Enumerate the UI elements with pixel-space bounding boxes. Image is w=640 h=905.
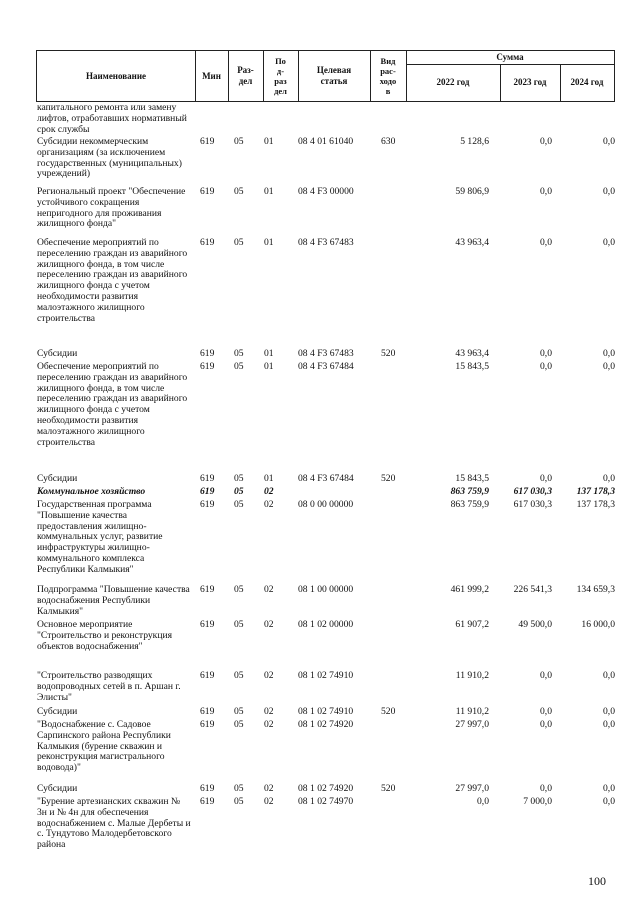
cell-s2024: 0,0 (603, 136, 615, 147)
cell-podrazdel: 02 (264, 796, 274, 807)
row-name: Государственная программа "Повышение качества предоставления жилищно-коммунальных услуг, развитие инфраструктуры жилищно-коммунального комплекса Республики Калмыкия" (37, 499, 163, 575)
row-name: "Строительство разводящих водопроводных сетей в п. Аршан г. Элисты" (37, 670, 181, 703)
cell-min: 619 (200, 719, 215, 730)
cell-vid: 520 (381, 348, 396, 359)
cell-target: 08 1 02 00000 (298, 619, 354, 630)
cell-min: 619 (200, 619, 215, 630)
header-name: Наименование (86, 70, 146, 81)
cell-razdel: 05 (234, 499, 244, 510)
cell-s2023: 0,0 (540, 348, 552, 359)
header-razdel: Раз- дел (237, 65, 254, 86)
cell-s2023: 0,0 (540, 237, 552, 248)
cell-min: 619 (200, 486, 215, 497)
cell-podrazdel: 02 (264, 499, 274, 510)
row-name: Коммунальное хозяйство (37, 486, 146, 497)
cell-s2024: 0,0 (603, 186, 615, 197)
cell-razdel: 05 (234, 186, 244, 197)
cell-s2024: 0,0 (603, 670, 615, 681)
cell-min: 619 (200, 584, 215, 595)
cell-target: 08 1 02 74920 (298, 783, 354, 794)
header-target: Целевая статья (316, 65, 352, 86)
cell-s2022: 43 963,4 (455, 237, 489, 248)
cell-podrazdel: 02 (264, 783, 274, 794)
row-name: "Бурение артезианских скважин № 3н и № 4н для обеспечения водоснабжением с. Малые Дербеты и с. Тундутово Малодербетовского района (37, 796, 191, 851)
row-name: Обеспечение мероприятий по переселению граждан из аварийного жилищного фонда, в том числе переселению граждан из аварийного жилищного фонда с учетом необходимости развития малоэтажного жилищного строительства (37, 361, 188, 448)
cell-min: 619 (200, 361, 215, 372)
cell-s2024: 0,0 (603, 783, 615, 794)
cell-podrazdel: 01 (264, 136, 274, 147)
cell-podrazdel: 01 (264, 361, 274, 372)
cell-s2024: 0,0 (603, 348, 615, 359)
cell-min: 619 (200, 348, 215, 359)
cell-razdel: 05 (234, 136, 244, 147)
cell-razdel: 05 (234, 584, 244, 595)
row-name: капитального ремонта или замену лифтов, отработавших нормативный срок службы (37, 102, 187, 135)
cell-s2023: 7 000,0 (523, 796, 552, 807)
header-2024: 2024 год (570, 77, 604, 87)
cell-podrazdel: 02 (264, 670, 274, 681)
header-podrazdel: По д- раз дел (274, 56, 287, 96)
cell-target: 08 4 F3 67484 (298, 473, 354, 484)
cell-s2022: 11 910,2 (455, 706, 489, 717)
cell-target: 08 4 F3 67483 (298, 348, 354, 359)
row-name: Субсидии (37, 706, 78, 717)
row-name: Обеспечение мероприятий по переселению граждан из аварийного жилищного фонда, в том числе переселению граждан из аварийного жилищного фонда с учетом необходимости развития малоэтажного жилищного строительства (37, 237, 188, 324)
cell-target: 08 1 02 74910 (298, 670, 354, 681)
cell-s2022: 863 759,9 (450, 499, 489, 510)
row-name: Субсидии (37, 473, 78, 484)
cell-s2022: 61 907,2 (455, 619, 489, 630)
cell-podrazdel: 01 (264, 186, 274, 197)
cell-s2024: 137 178,3 (576, 499, 615, 510)
row-name: Субсидии (37, 348, 78, 359)
cell-s2024: 0,0 (603, 473, 615, 484)
row-name: "Водоснабжение с. Садовое Сарпинского района Республики Калмыкия (бурение скважин и реконструкция магистрального водовода)" (37, 719, 171, 774)
cell-razdel: 05 (234, 237, 244, 248)
cell-s2022: 863 759,9 (450, 486, 489, 497)
cell-s2024: 134 659,3 (576, 584, 615, 595)
cell-s2022: 15 843,5 (455, 361, 489, 372)
cell-target: 08 4 F3 67483 (298, 237, 354, 248)
cell-s2023: 617 030,3 (513, 486, 552, 497)
cell-target: 08 1 00 00000 (298, 584, 354, 595)
cell-min: 619 (200, 796, 215, 807)
cell-podrazdel: 02 (264, 706, 274, 717)
cell-s2024: 0,0 (603, 237, 615, 248)
cell-razdel: 05 (234, 619, 244, 630)
table-header (36, 50, 615, 102)
cell-razdel: 05 (234, 348, 244, 359)
cell-s2022: 27 997,0 (455, 719, 489, 730)
page-number: 100 (588, 874, 606, 888)
cell-vid: 520 (381, 783, 396, 794)
row-name: Основное мероприятие "Строительство и реконструкция объектов водоснабжения" (37, 619, 173, 652)
cell-razdel: 05 (234, 719, 244, 730)
cell-target: 08 4 01 61040 (298, 136, 354, 147)
cell-podrazdel: 02 (264, 584, 274, 595)
cell-s2023: 0,0 (540, 706, 552, 717)
cell-s2023: 0,0 (540, 719, 552, 730)
cell-razdel: 05 (234, 706, 244, 717)
cell-min: 619 (200, 473, 215, 484)
cell-target: 08 4 F3 67484 (298, 361, 354, 372)
cell-razdel: 05 (234, 783, 244, 794)
cell-razdel: 05 (234, 486, 244, 497)
cell-min: 619 (200, 499, 215, 510)
cell-s2024: 0,0 (603, 719, 615, 730)
row-name: Региональный проект "Обеспечение устойчивого сокращения непригодного для проживания жилищного фонда" (37, 186, 186, 230)
cell-podrazdel: 01 (264, 473, 274, 484)
cell-razdel: 05 (234, 473, 244, 484)
cell-razdel: 05 (234, 796, 244, 807)
cell-min: 619 (200, 706, 215, 717)
cell-vid: 520 (381, 706, 396, 717)
cell-razdel: 05 (234, 670, 244, 681)
cell-s2023: 0,0 (540, 783, 552, 794)
cell-s2022: 27 997,0 (455, 783, 489, 794)
cell-target: 08 1 02 74970 (298, 796, 354, 807)
cell-s2023: 226 541,3 (513, 584, 552, 595)
cell-target: 08 1 02 74910 (298, 706, 354, 717)
cell-s2023: 0,0 (540, 361, 552, 372)
cell-min: 619 (200, 237, 215, 248)
cell-target: 08 4 F3 00000 (298, 186, 354, 197)
cell-min: 619 (200, 670, 215, 681)
cell-s2023: 49 500,0 (518, 619, 552, 630)
header-2023: 2023 год (513, 77, 547, 87)
cell-vid: 630 (381, 136, 396, 147)
cell-s2022: 43 963,4 (455, 348, 489, 359)
cell-podrazdel: 02 (264, 619, 274, 630)
cell-s2022: 59 806,9 (455, 186, 489, 197)
cell-target: 08 1 02 74920 (298, 719, 354, 730)
cell-s2022: 0,0 (477, 796, 489, 807)
cell-s2022: 15 843,5 (455, 473, 489, 484)
cell-s2024: 137 178,3 (576, 486, 615, 497)
row-name: Субсидии некоммерческим организациям (за исключением государственных (муниципальных) учреждений) (37, 136, 182, 180)
cell-podrazdel: 02 (264, 486, 274, 497)
cell-podrazdel: 02 (264, 719, 274, 730)
row-name: Субсидии (37, 783, 78, 794)
cell-s2024: 0,0 (603, 361, 615, 372)
cell-s2022: 5 128,6 (460, 136, 489, 147)
header-2022: 2022 год (436, 77, 470, 87)
cell-s2024: 0,0 (603, 706, 615, 717)
cell-s2022: 11 910,2 (455, 670, 489, 681)
cell-min: 619 (200, 186, 215, 197)
header-vid: Вид рас- ходо в (379, 56, 397, 96)
cell-s2024: 0,0 (603, 796, 615, 807)
cell-target: 08 0 00 00000 (298, 499, 354, 510)
row-name: Подпрограмма "Повышение качества водоснабжения Республики Калмыкия" (37, 584, 190, 617)
cell-min: 619 (200, 136, 215, 147)
cell-s2024: 16 000,0 (581, 619, 615, 630)
cell-s2023: 0,0 (540, 670, 552, 681)
cell-s2023: 0,0 (540, 473, 552, 484)
cell-podrazdel: 01 (264, 237, 274, 248)
cell-s2022: 461 999,2 (450, 584, 489, 595)
cell-s2023: 0,0 (540, 136, 552, 147)
header-summa: Сумма (496, 52, 524, 62)
cell-min: 619 (200, 783, 215, 794)
cell-vid: 520 (381, 473, 396, 484)
cell-s2023: 617 030,3 (513, 499, 552, 510)
header-min: Мин (202, 70, 221, 81)
cell-razdel: 05 (234, 361, 244, 372)
cell-podrazdel: 01 (264, 348, 274, 359)
cell-s2023: 0,0 (540, 186, 552, 197)
